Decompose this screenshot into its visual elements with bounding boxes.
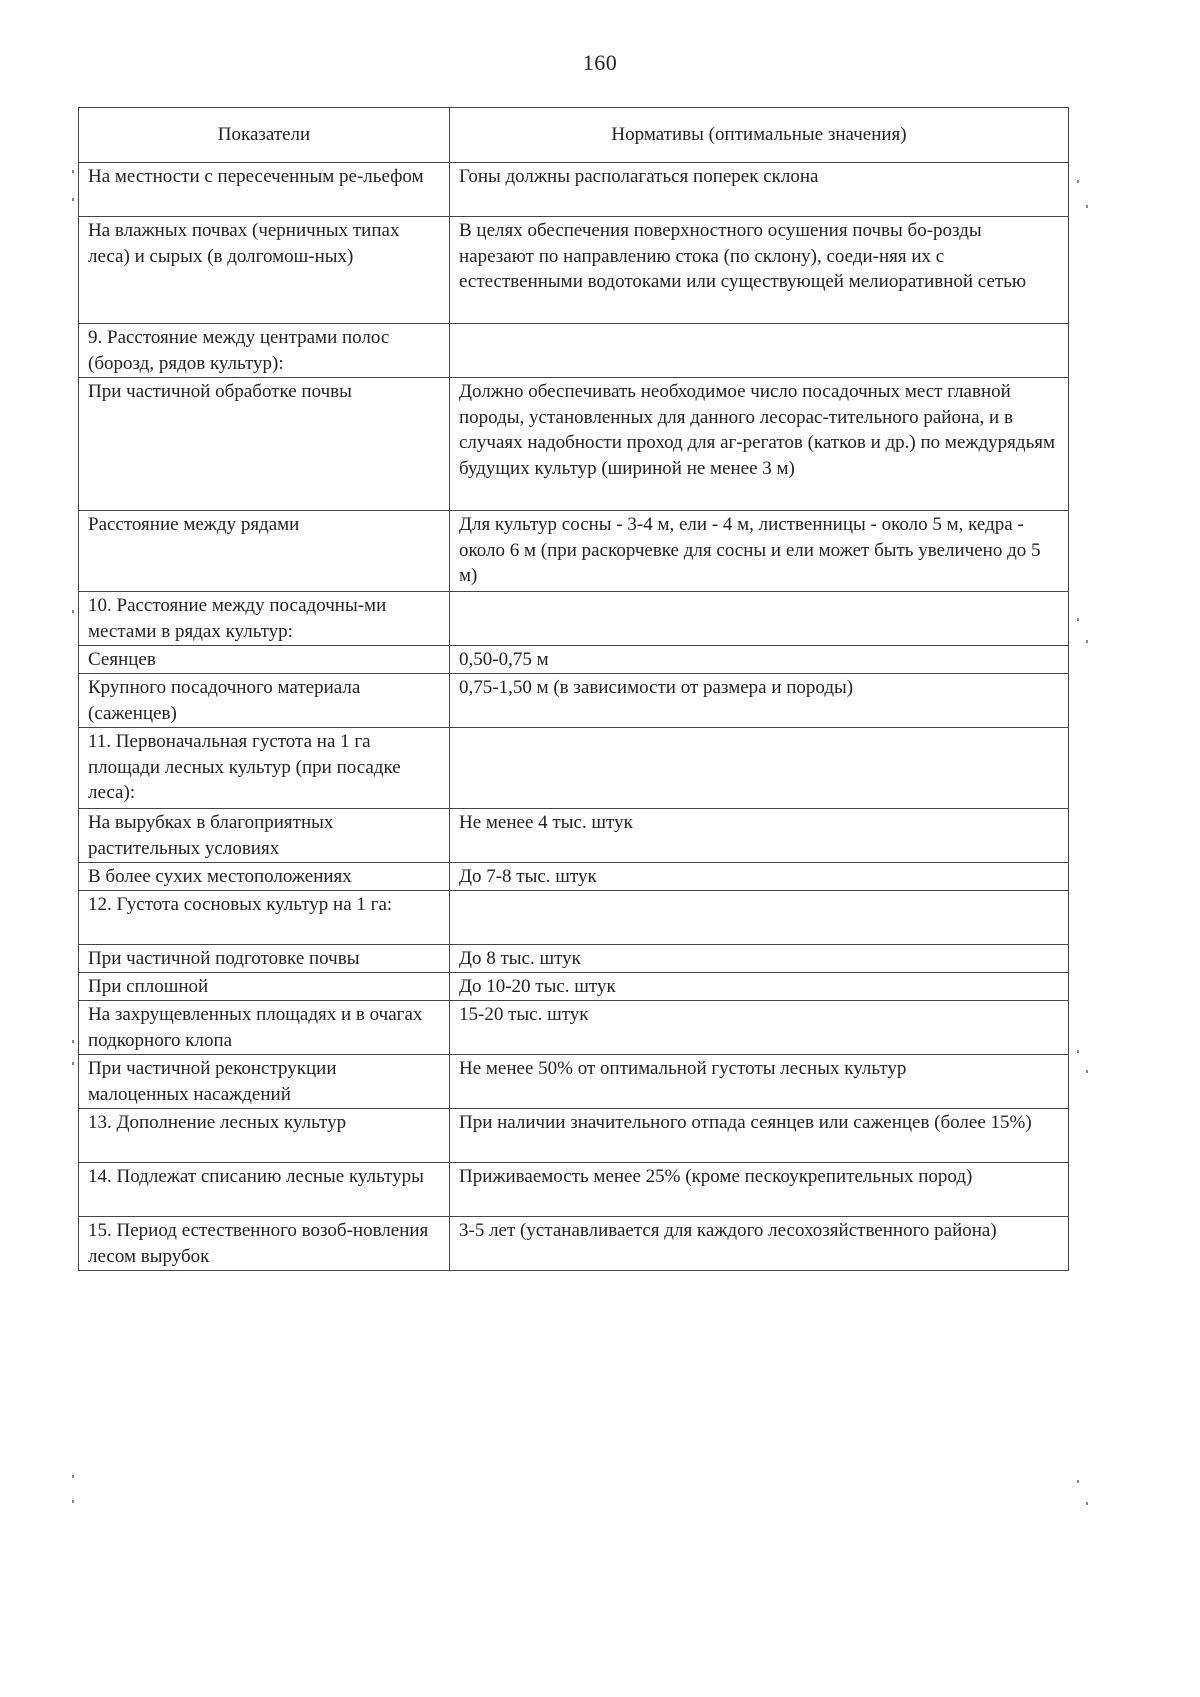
table-row	[79, 973, 1069, 1001]
norm-cell: Приживаемость менее 25% (кроме пескоукрепительных пород)	[450, 1163, 1069, 1217]
table-row	[79, 728, 1069, 809]
norm-cell: Гоны должны располагаться поперек склона	[450, 163, 1069, 217]
indicator-cell: 9. Расстояние между центрами полос (борозд, рядов культур):	[79, 324, 450, 378]
table-row	[79, 674, 1069, 728]
table-row	[79, 1055, 1069, 1109]
scan-speck	[72, 610, 74, 613]
norm-cell: 0,75-1,50 м (в зависимости от размера и породы)	[450, 674, 1069, 728]
norm-cell: Не менее 50% от оптимальной густоты лесных культур	[450, 1055, 1069, 1109]
scan-speck	[72, 1500, 74, 1503]
indicator-cell: Расстояние между рядами	[79, 511, 450, 592]
scan-speck	[1077, 1050, 1079, 1053]
indicator-cell: При частичной обработке почвы	[79, 378, 450, 511]
norm-cell: Должно обеспечивать необходимое число посадочных мест главной породы, установленных для данного лесорас-тительного района, и в случаях надобности проход для аг-регатов (катков и др.) по междурядьям будущих культур (шириной не менее 3 м)	[450, 378, 1069, 511]
page-number: 160	[582, 50, 618, 75]
table-row	[79, 1217, 1069, 1271]
scan-speck	[72, 1062, 74, 1065]
indicator-cell: 10. Расстояние между посадочны-ми местами в рядах культур:	[79, 592, 450, 646]
indicator-cell: При частичной подготовке почвы	[79, 945, 450, 973]
norm-cell: До 7-8 тыс. штук	[450, 863, 1069, 891]
indicator-cell: 12. Густота сосновых культур на 1 га:	[79, 891, 450, 945]
indicator-cell: 15. Период естественного возоб-новления лесом вырубок	[79, 1217, 450, 1271]
norm-cell: 3-5 лет (устанавливается для каждого лесохозяйственного района)	[450, 1217, 1069, 1271]
scan-speck	[1077, 1480, 1079, 1483]
norm-cell: До 8 тыс. штук	[450, 945, 1069, 973]
table-row	[79, 809, 1069, 863]
table-row	[79, 1001, 1069, 1055]
scan-speck	[72, 1040, 74, 1043]
indicator-cell: На влажных почвах (черничных типах леса) и сырых (в долгомош-ных)	[79, 217, 450, 324]
scan-speck	[72, 1475, 74, 1478]
norm-cell: Для культур сосны - 3-4 м, ели - 4 м, лиственницы - около 5 м, кедра - около 6 м (при раскорчевке для сосны и ели может быть увеличено до 5 м)	[450, 511, 1069, 592]
scan-speck	[1086, 1070, 1088, 1073]
indicator-cell: 13. Дополнение лесных культур	[79, 1109, 450, 1163]
column-header-norms: Нормативы (оптимальные значения)	[450, 108, 1069, 163]
indicator-cell: Сеянцев	[79, 646, 450, 674]
column-header-indicators: Показатели	[79, 108, 450, 163]
norm-cell: Не менее 4 тыс. штук	[450, 809, 1069, 863]
scan-speck	[1086, 640, 1088, 643]
scan-speck	[1086, 205, 1088, 208]
indicator-cell: 11. Первоначальная густота на 1 га площади лесных культур (при посадке леса):	[79, 728, 450, 809]
indicator-cell: На местности с пересеченным ре-льефом	[79, 163, 450, 217]
table-row	[79, 592, 1069, 646]
norm-cell: До 10-20 тыс. штук	[450, 973, 1069, 1001]
indicator-cell: При сплошной	[79, 973, 450, 1001]
indicator-cell: На вырубках в благоприятных растительных условиях	[79, 809, 450, 863]
scan-speck	[72, 170, 74, 173]
norm-cell: 15-20 тыс. штук	[450, 1001, 1069, 1055]
table-row	[79, 945, 1069, 973]
indicator-cell: На захрущевленных площадях и в очагах подкорного клопа	[79, 1001, 450, 1055]
scan-speck	[1077, 180, 1079, 183]
table-row	[79, 324, 1069, 378]
table-row	[79, 646, 1069, 674]
indicator-cell: При частичной реконструкции малоценных насаждений	[79, 1055, 450, 1109]
table-row	[79, 1109, 1069, 1163]
norm-cell	[450, 891, 1069, 945]
norm-cell	[450, 324, 1069, 378]
table-header-row	[79, 108, 1069, 163]
table-row	[79, 863, 1069, 891]
norm-cell: 0,50-0,75 м	[450, 646, 1069, 674]
norm-cell: В целях обеспечения поверхностного осушения почвы бо-розды нарезают по направлению стока (по склону), соеди-няя их с естественными водотоками или существующей мелиоративной сетью	[450, 217, 1069, 324]
table-row	[79, 891, 1069, 945]
norms-table	[78, 107, 1069, 1271]
norm-cell: При наличии значительного отпада сеянцев или саженцев (более 15%)	[450, 1109, 1069, 1163]
norm-cell	[450, 592, 1069, 646]
table-row	[79, 511, 1069, 592]
table-row	[79, 1163, 1069, 1217]
table-row	[79, 217, 1069, 324]
scan-speck	[1086, 1502, 1088, 1505]
table-row	[79, 163, 1069, 217]
indicator-cell: Крупного посадочного материала (саженцев)	[79, 674, 450, 728]
scan-speck	[72, 198, 74, 201]
norm-cell	[450, 728, 1069, 809]
scan-speck	[1077, 618, 1079, 621]
indicator-cell: В более сухих местоположениях	[79, 863, 450, 891]
indicator-cell: 14. Подлежат списанию лесные культуры	[79, 1163, 450, 1217]
table-row	[79, 378, 1069, 511]
